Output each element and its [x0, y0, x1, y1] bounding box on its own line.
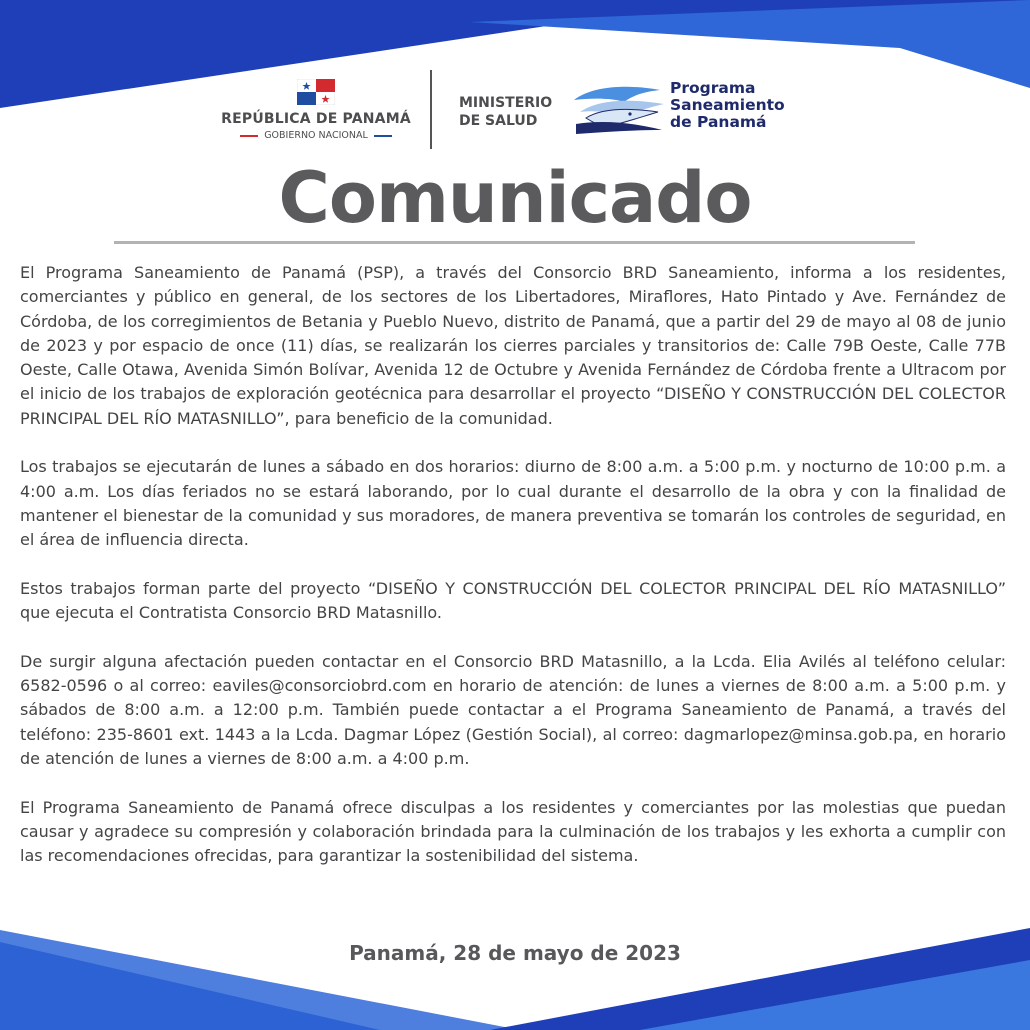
- paragraph-apology: El Programa Saneamiento de Panamá ofrece disculpas a los residentes y comerciantes por las molestias que puedan causar y agradece su compresión y colaboración brindada para la culminación de los trabajos y les exhorta a cumplir con las recomendaciones ofrecidas, para garantizar la sostenibilidad del sistema.: [20, 797, 1006, 866]
- government-subtitle: GOBIERNO NACIONAL: [218, 130, 414, 141]
- paragraph-project: Estos trabajos forman parte del proyecto “DISEÑO Y CONSTRUCCIÓN DEL COLECTOR PRINCIPAL DEL RÍO MATASNILLO” que ejecuta el Contratista Consorcio BRD Matasnillo.: [20, 578, 1006, 623]
- date-line: Panamá, 28 de mayo de 2023: [349, 941, 681, 965]
- ministry-line-1: MINISTERIO: [459, 95, 553, 111]
- paragraph-contact: De surgir alguna afectación pueden contactar en el Consorcio BRD Matasnillo, a la Lcda. Elia Avilés al teléfono celular: 6582-0596 o al correo: eaviles@consorciobrd.com en horario de atención: de lunes a viernes de 8:00 a.m. a 5:00 p.m. y sábados de 8:00 a.m. a 12:00 p.m. También puede contactar a el Programa Saneamiento de Panamá, a través del teléfono: 235-8601 ext. 1443 a la Lcda. Dagmar López (Gestión Social), al correo: dagmarlopez@minsa.gob.pa, en horario de atención de lunes a viernes de 8:00 a.m. a 4:00 p.m.: [20, 651, 1006, 768]
- program-line-2: Saneamiento: [670, 96, 785, 114]
- paragraph-schedule: Los trabajos se ejecutarán de lunes a sábado en dos horarios: diurno de 8:00 a.m. a 5:00 p.m. y nocturno de 10:00 p.m. a 4:00 a.m. Los días feriados no se estará laborando, por lo cual durante el desarrollo de la obra y con la finalidad de mantener el bienestar de la comunidad y sus moradores, de manera preventiva se tomarán los controles de seguridad, en el área de influencia directa.: [20, 457, 1006, 550]
- program-line-1: Programa: [670, 79, 756, 97]
- header-divider: [430, 70, 432, 149]
- paragraph-announcement: El Programa Saneamiento de Panamá (PSP), a través del Consorcio BRD Saneamiento, informa a los residentes, comerciantes y público en general, de los sectores de los Libertadores, Miraflores, Hato Pintado y Ave. Fernández de Córdoba, de los corregimientos de Betania y Pueblo Nuevo, distrito de Panamá, que a partir del 29 de mayo al 08 de junio de 2023 y por espacio de once (11) días, se realizarán los cierres parciales y transitorios de: Calle 79B Oeste, Calle 77B Oeste, Calle Otawa, Avenida Simón Bolívar, Avenida 12 de Octubre y Avenida Fernández de Córdoba frente a Ultracom por el inicio de los trabajos de exploración geotécnica para desarrollar el proyecto “DISEÑO Y CONSTRUCCIÓN DEL COLECTOR PRINCIPAL DEL RÍO MATASNILLO”, para beneficio de la comunidad.: [20, 263, 1006, 428]
- title-underline: [114, 241, 915, 244]
- government-name: REPÚBLICA DE PANAMÁ: [221, 111, 411, 127]
- ministry-name: [459, 94, 552, 130]
- ministry-line-2: DE SALUD: [459, 113, 538, 129]
- page-title: Comunicado: [278, 157, 752, 239]
- program-line-3: de Panamá: [670, 113, 767, 131]
- panama-flag-icon: [297, 79, 335, 105]
- program-dolphin-logo-icon: [572, 78, 667, 136]
- program-name: [670, 80, 785, 131]
- communique-body: [20, 261, 1006, 893]
- header: [0, 70, 1030, 160]
